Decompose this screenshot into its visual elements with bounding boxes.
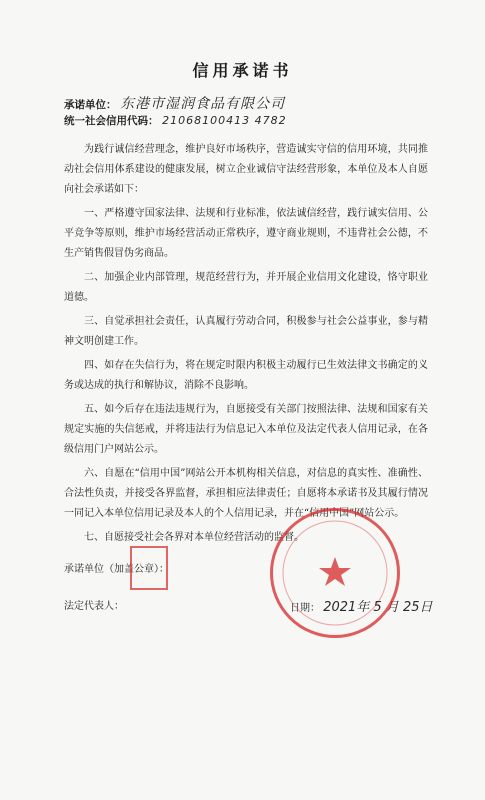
paragraph-3: 三、自觉承担社会责任，认真履行劳动合同，积极参与社会公益事业，参与精神文明创建工作。 (64, 316, 428, 347)
page-bottom (0, 660, 485, 661)
company-seal (270, 508, 400, 638)
credit-code-line (64, 113, 287, 128)
footer-legal-rep-label: 法定代表人： (64, 601, 124, 612)
paragraph-2: 二、加强企业内部管理，规范经营行为，并开展企业信用文化建设，恪守职业道德。 (64, 272, 428, 303)
paragraph-4: 四、如存在失信行为，将在规定时限内积极主动履行已生效法律文书确定的义务或达成的执行和解协议，消除不良影响。 (64, 360, 428, 391)
commitment-unit-line (64, 93, 285, 113)
document-title: 信用承诺书 (192, 61, 293, 80)
date-label: 日期： (290, 603, 320, 614)
unit-handwritten-value: 东港市湿润食品有限公司 (120, 96, 286, 112)
paragraph-intro: 为践行诚信经营理念，维护良好市场秩序，营造诚实守信的信用环境，共同推动社会信用体系建设的健康发展，树立企业诚信守法经营形象，本单位及本人自愿向社会承诺如下： (64, 144, 428, 195)
footer-unit-seal-label: 承诺单位（加盖公章）： (64, 564, 169, 575)
unit-label: 承诺单位： (64, 99, 117, 111)
seal-star-icon (273, 511, 397, 635)
code-handwritten-value: 21068100413 4782 (162, 114, 287, 127)
paragraph-5: 五、如今后存在违法违规行为，自愿接受有关部门按照法律、法规和国家有关规定实施的失信惩戒，并将违法行为信息记入本单位及法定代表人信用记录，在各级信用门户网站公示。 (64, 404, 428, 455)
commitment-body (64, 140, 428, 552)
paragraph-6: 六、自愿在“信用中国”网站公开本机构相关信息，对信息的真实性、准确性、合法性负责，并接受各界监督，承担相应法律责任；自愿将本承诺书及其履行情况一同记入本单位信用记录及本人的个人信用记录，并在“信用中国”网站公示。 (64, 468, 428, 519)
legal-rep-stamp (130, 546, 168, 590)
date-handwritten-value: 2021年 5 月 25日 (323, 600, 433, 615)
paragraph-1: 一、严格遵守国家法律、法规和行业标准，依法诚信经营，践行诚实信用、公平竞争等原则，维护市场经营活动正常秩序，遵守商业规则，不违背社会公德，不生产销售假冒伪劣商品。 (64, 208, 428, 259)
code-label: 统一社会信用代码： (64, 115, 159, 127)
paragraph-7: 七、自愿接受社会各界对本单位经营活动的监督。 (84, 532, 304, 543)
